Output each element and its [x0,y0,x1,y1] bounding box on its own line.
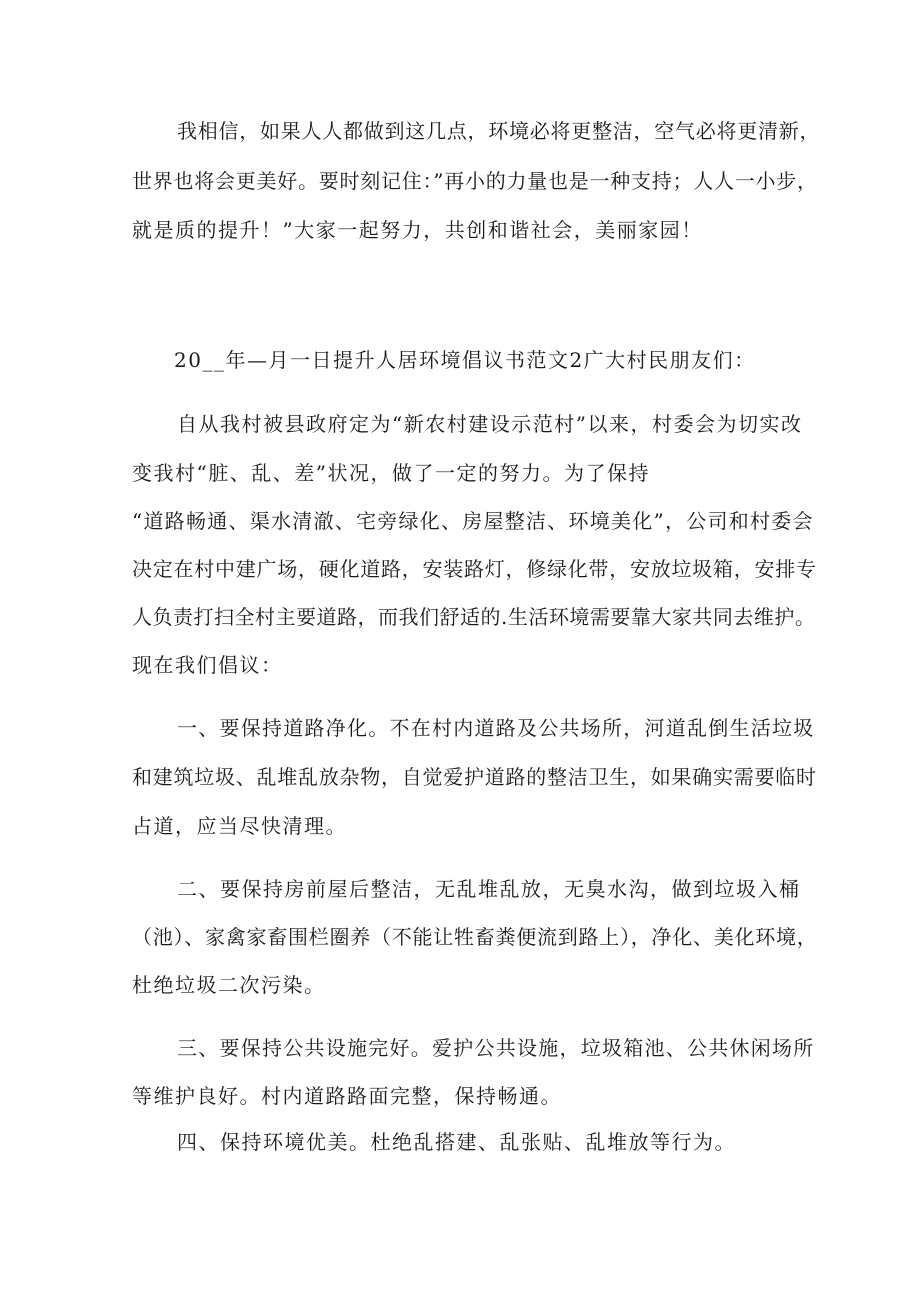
paragraph-line: 四、保持环境优美。杜绝乱搭建、乱张贴、乱堆放等行为。 [177,1130,736,1154]
section-heading-line: 20__年—月一日提升人居环境倡议书范文2广大村民朋友们： [174,348,756,372]
paragraph-line: 和建筑垃圾、乱堆乱放杂物，自觉爱护道路的整洁卫生，如果确实需要临时 [132,765,817,789]
paragraph-line: 自从我村被县政府定为“新农村建设示范村”以来，村委会为切实改 [177,412,803,436]
paragraph-line: 一、要保持道路净化。不在村内道路及公共场所，河道乱倒生活垃圾 [177,716,815,740]
paragraph-line: 杜绝垃圾二次污染。 [132,973,326,997]
paragraph-line: 现在我们倡议： [132,653,283,677]
paragraph-line: 三、要保持公共设施完好。爱护公共设施，垃圾箱池、公共休闲场所 [177,1036,815,1060]
paragraph-line: 占道，应当尽快清理。 [132,814,347,838]
paragraph-line: 决定在村中建广场，硬化道路，安装路灯，修绿化带，安放垃圾箱，安排专 [132,557,817,581]
paragraph-line: “道路畅通、渠水清澈、宅旁绿化、房屋整洁、环境美化”，公司和村委会 [132,509,814,533]
paragraph-line: 就是质的提升！”大家一起努力，共创和谐社会，美丽家园！ [132,218,703,242]
paragraph-line: （池）、家禽家畜围栏圈养（不能让牲畜粪便流到路上），净化、美化环境， [132,925,818,949]
paragraph-line: 二、要保持房前屋后整洁，无乱堆乱放，无臭水沟，做到垃圾入桶 [177,877,801,901]
paragraph-line: 等维护良好。村内道路路面完整，保持畅通。 [132,1084,562,1108]
paragraph-line: 我相信，如果人人都做到这几点，环境必将更整洁，空气必将更清新， [177,119,821,143]
paragraph-line: 世界也将会更美好。要时刻记住：”再小的力量也是一种支持；人人一小步， [132,169,818,193]
paragraph-line: 变我村“脏、乱、差”状况，做了一定的努力。为了保持 [132,461,650,485]
paragraph-line: 人负责打扫全村主要道路，而我们舒适的.生活环境需要靠大家共同去维护。 [132,605,816,629]
